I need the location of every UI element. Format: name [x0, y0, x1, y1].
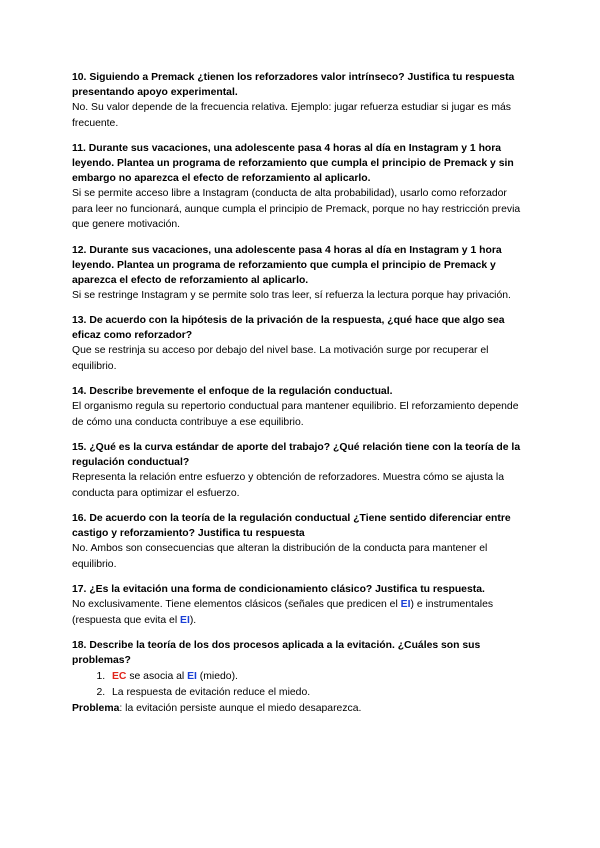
question-17 — [72, 582, 528, 628]
question-text: 13. De acuerdo con la hipótesis de la privación de la respuesta, ¿qué hace que algo sea eficaz como reforzador? — [72, 315, 505, 341]
ei-term: EI — [187, 671, 197, 682]
answer-text — [72, 597, 528, 628]
ec-term: EC — [112, 671, 127, 682]
step-text: (miedo). — [196, 671, 238, 682]
question-16 — [72, 511, 528, 572]
answer-text: Si se restringe Instagram y se permite solo tras leer, sí refuerza la lectura porque hay privación. — [72, 289, 511, 301]
answer-text: Representa la relación entre esfuerzo y obtención de reforzadores. Muestra cómo se ajusta la conducta para optimizar el esfuerzo. — [72, 472, 505, 499]
steps-list — [72, 669, 528, 701]
question-11 — [72, 141, 528, 233]
question-text: 12. Durante sus vacaciones, una adolescente pasa 4 horas al día en Instagram y 1 hora leyendo. Plantea un programa de reforzamiento que cumpla el principio de Premack y aparezca el efecto de reforzamiento al aplicarlo. — [72, 244, 502, 286]
list-item: 2. La respuesta de evitación reduce el miedo. — [108, 685, 528, 701]
answer-text: Si se permite acceso libre a Instagram (conducta de alta probabilidad), usarlo como reforzador para leer no funcionará, aunque cumpla el principio de Premack, porque no hay restricción previa que genere motivación. — [72, 188, 521, 230]
problem-label: Problema — [72, 703, 120, 714]
step-text: se asocia al — [126, 671, 188, 682]
question-text: 17. ¿Es la evitación una forma de condicionamiento clásico? Justifica tu respuesta. — [72, 584, 485, 595]
answer-part: ). — [189, 614, 197, 626]
question-text: 14. Describe brevemente el enfoque de la regulación conductual. — [72, 386, 393, 397]
answer-text: Que se restrinja su acceso por debajo del nivel base. La motivación surge por recuperar el equilibrio. — [72, 345, 489, 372]
question-18 — [72, 638, 528, 717]
answer-text: No. Su valor depende de la frecuencia relativa. Ejemplo: jugar refuerza estudiar si jugar es más frecuente. — [72, 102, 511, 129]
list-item — [108, 669, 528, 685]
question-10 — [72, 70, 528, 131]
answer-part: ) e instrumentales (respuesta que evita el — [72, 599, 494, 626]
answer-text: No. Ambos son consecuencias que alteran la distribución de la conducta para mantener el equilibrio. — [72, 543, 488, 570]
question-text: 11. Durante sus vacaciones, una adolescente pasa 4 horas al día en Instagram y 1 hora leyendo. Plantea un programa de reforzamiento que cumpla el principio de Premack y sin embargo no aparezca el efecto de reforzamiento al aplicarlo. — [72, 143, 514, 184]
ei-term: EI — [180, 614, 190, 626]
problem-text — [72, 701, 528, 717]
question-13 — [72, 313, 528, 374]
answer-text: El organismo regula su repertorio conductual para mantener equilibrio. El reforzamiento depende de cómo una conducta contribuye a ese equilibrio. — [72, 401, 519, 428]
question-text: 10. Siguiendo a Premack ¿tienen los reforzadores valor intrínseco? Justifica tu respuesta presentando apoyo experimental. — [72, 72, 515, 98]
ei-term: EI — [400, 599, 411, 610]
question-14 — [72, 384, 528, 430]
question-text: 18. Describe la teoría de los dos procesos aplicada a la evitación. ¿Cuáles son sus problemas? — [72, 640, 481, 666]
problem-description: : la evitación persiste aunque el miedo desaparezca. — [119, 703, 362, 714]
question-12 — [72, 243, 528, 304]
answer-part: No exclusivamente. Tiene elementos clásicos (señales que predicen el — [72, 599, 401, 610]
question-15 — [72, 440, 528, 501]
question-text: 16. De acuerdo con la teoría de la regulación conductual ¿Tiene sentido diferenciar entre castigo y reforzamiento? Justifica tu respuesta — [72, 513, 511, 539]
question-text: 15. ¿Qué es la curva estándar de aporte del trabajo? ¿Qué relación tiene con la teoría de la regulación conductual? — [72, 442, 521, 468]
document-page — [72, 70, 528, 727]
